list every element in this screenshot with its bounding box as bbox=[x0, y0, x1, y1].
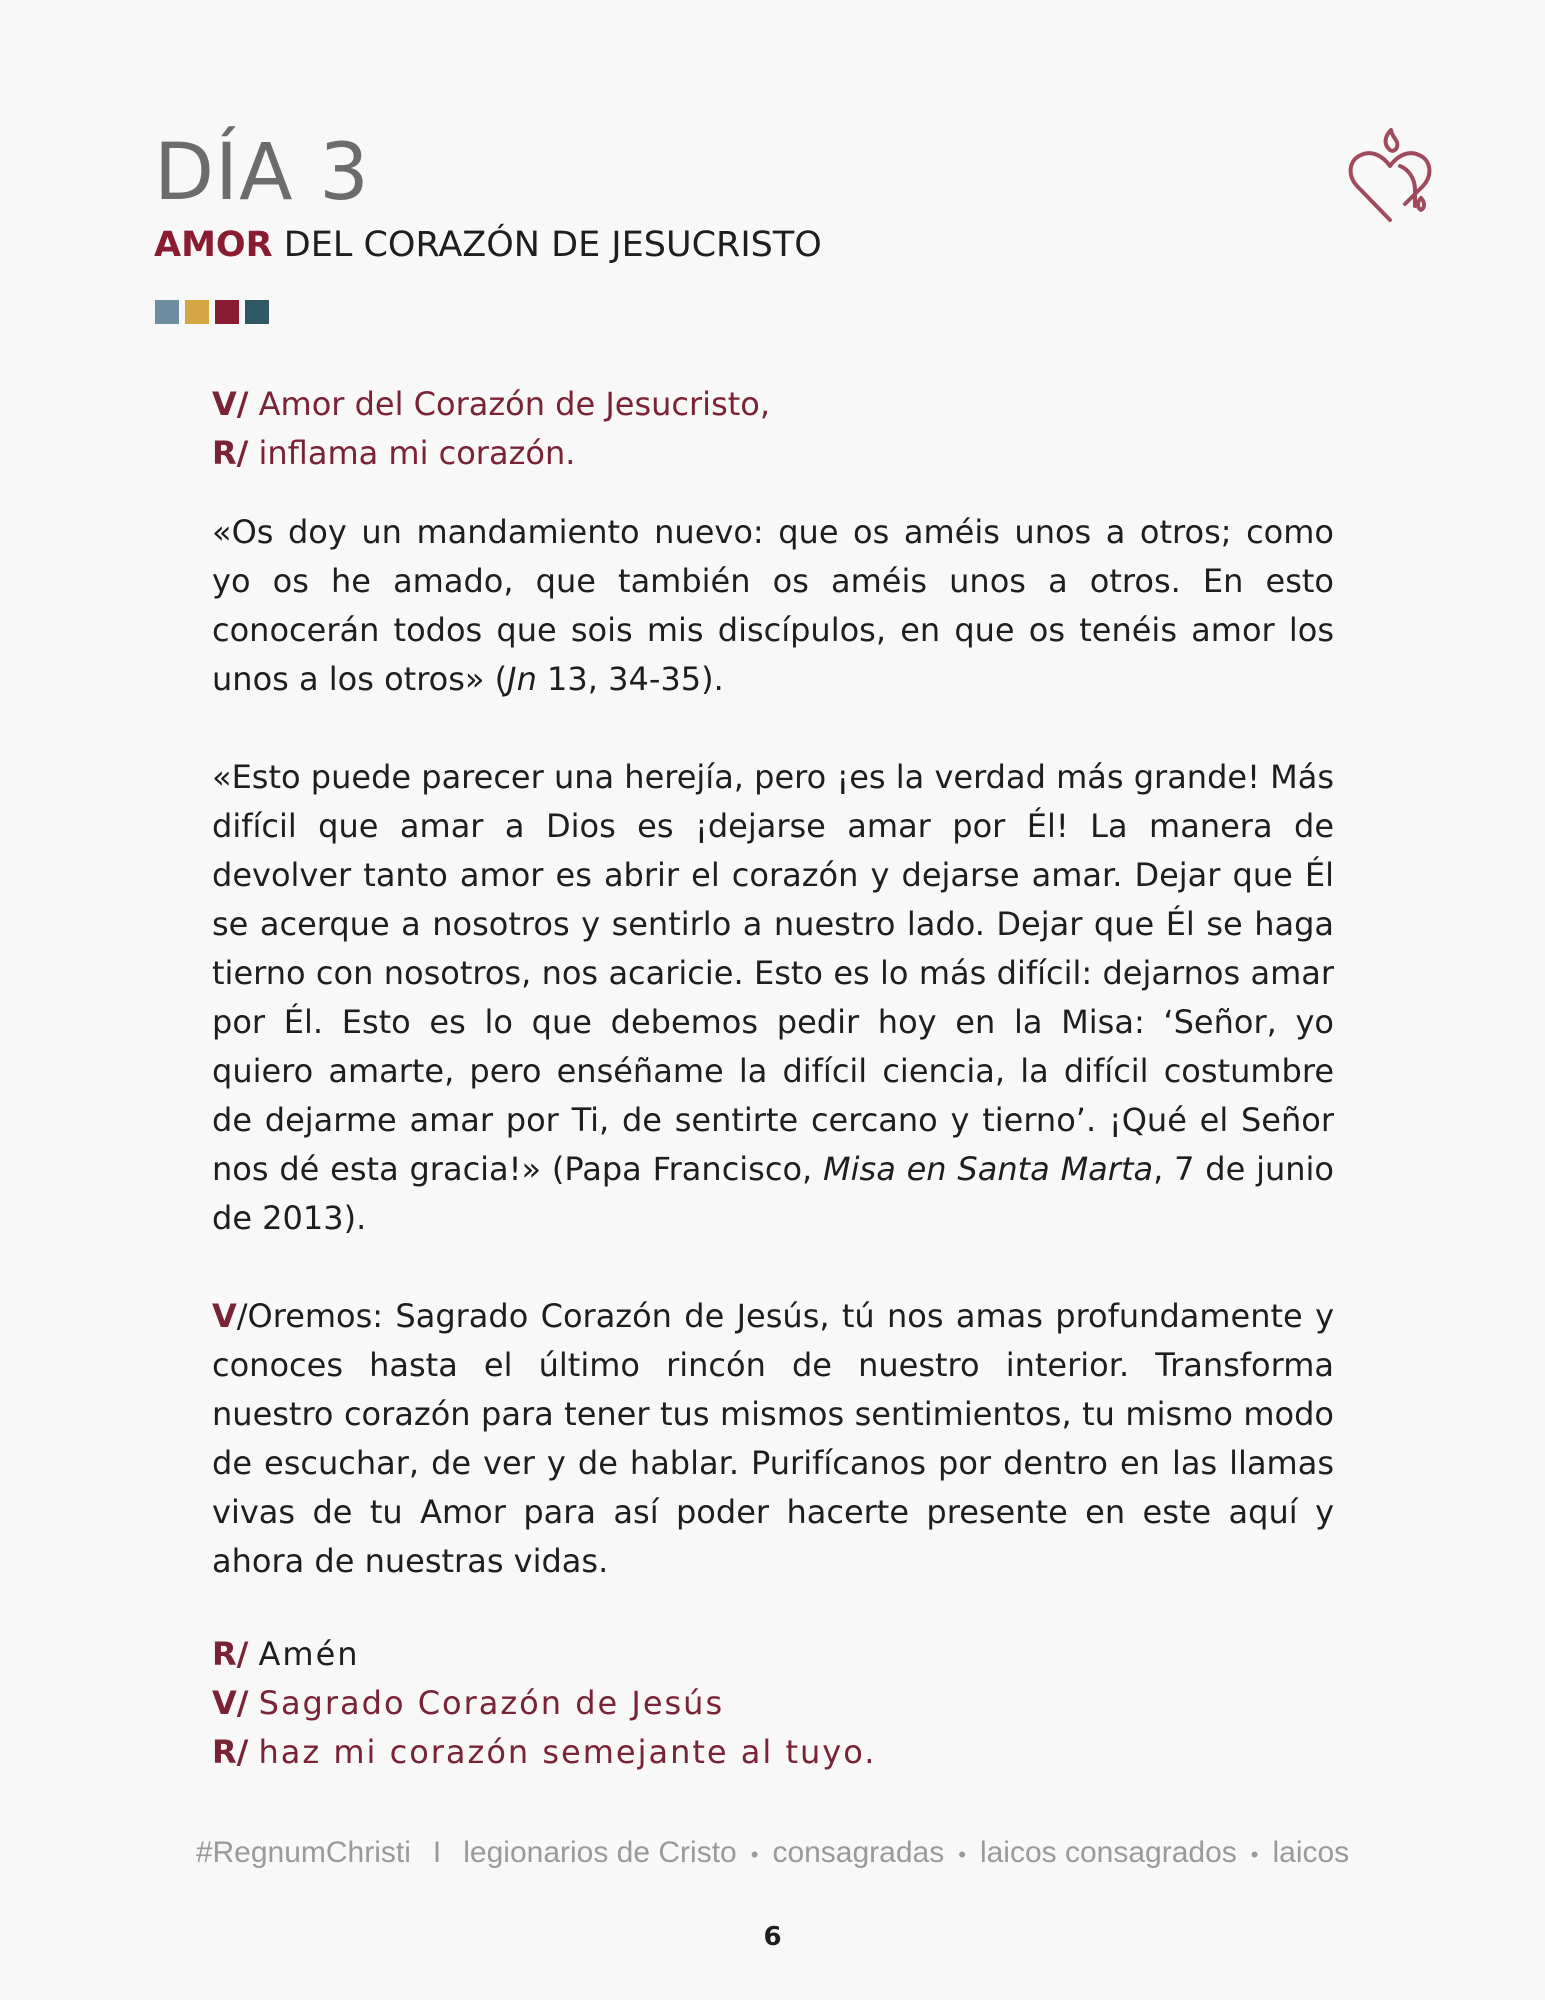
swatch-teal bbox=[245, 300, 269, 324]
main-content bbox=[212, 380, 1334, 1777]
closing-r1-mark: R/ bbox=[212, 1635, 249, 1673]
swatch-blue bbox=[155, 300, 179, 324]
footer-item-4: laicos bbox=[1272, 1836, 1350, 1869]
closing-r1-text: Amén bbox=[258, 1635, 360, 1673]
scripture-ref-rest: 13, 34-35). bbox=[536, 660, 724, 698]
versicle-text: Amor del Corazón de Jesucristo, bbox=[258, 385, 771, 423]
versicle-mark: V/ bbox=[212, 385, 249, 423]
subtitle-accent: AMOR bbox=[154, 225, 273, 265]
quote-text: «Esto puede parecer una herejía, pero ¡es la verdad más grande! Más difícil que amar a Dios es ¡dejarse amar por Él! La manera de devolver tanto amor es abrir el corazón y dejarse amar. Dejar que Él se acerque a nosotros y sentirlo a nuestro lado. Dejar que Él se haga tierno con nosotros, nos acaricie. Esto es lo más difícil: dejarnos amar por Él. Esto es lo que debemos pedir hoy en la Misa: ‘Señor, yo quiero amarte, pero enséñame la difícil ciencia, la difícil costumbre de dejarme amar por Ti, de sentirte cercano y tierno’. ¡Qué el Señor nos dé esta gracia!» (Papa Francisco, bbox=[212, 758, 1334, 1188]
quote-source-italic: Misa en Santa Marta bbox=[823, 1150, 1154, 1188]
prayer-text: /Oremos: Sagrado Corazón de Jesús, tú nos amas profundamente y conoces hasta el último rincón de nuestro interior. Transforma nuestro corazón para tener tus mismos sentimientos, tu mismo modo de escuchar, de ver y de hablar. Purifícanos por dentro en las llamas vivas de tu Amor para así poder hacerte presente en este aquí y ahora de nuestras vidas. bbox=[212, 1297, 1334, 1580]
footer-separator: I bbox=[432, 1836, 442, 1869]
subtitle-rest: DEL CORAZÓN DE JESUCRISTO bbox=[283, 225, 822, 265]
quote-source-rest: , 7 de junio de 2013). bbox=[212, 1150, 1335, 1237]
response-mark: R/ bbox=[212, 434, 249, 472]
sacred-heart-icon bbox=[1345, 128, 1435, 228]
swatch-red bbox=[215, 300, 239, 324]
page-number: 6 bbox=[763, 1922, 782, 1952]
closing-v-text: Sagrado Corazón de Jesús bbox=[258, 1684, 725, 1722]
prayer-mark: V bbox=[212, 1297, 237, 1335]
closing-r2-text: haz mi corazón semejante al tuyo. bbox=[258, 1733, 877, 1771]
closing-response bbox=[212, 1728, 1334, 1777]
closing-responses bbox=[212, 1630, 1334, 1777]
closing-r2-mark: R/ bbox=[212, 1733, 249, 1771]
bullet-icon: • bbox=[1250, 1842, 1259, 1867]
closing-v-mark: V/ bbox=[212, 1684, 249, 1722]
swatch-gold bbox=[185, 300, 209, 324]
day-title: DÍA 3 bbox=[154, 128, 370, 218]
scripture-text: «Os doy un mandamiento nuevo: que os améis unos a otros; como yo os he amado, que también os améis unos a otros. En esto conocerán todos que sois mis discípulos, en que os tenéis amor los unos a los otros» ( bbox=[212, 513, 1334, 698]
prayer-paragraph bbox=[212, 1292, 1334, 1586]
scripture-paragraph bbox=[212, 508, 1334, 704]
response-text: inflama mi corazón. bbox=[258, 434, 576, 472]
quote-paragraph bbox=[212, 753, 1334, 1243]
footer-hashtag: #RegnumChristi bbox=[195, 1836, 411, 1869]
footer-item-3: laicos consagrados bbox=[979, 1836, 1237, 1869]
intro-versicle bbox=[212, 380, 1334, 429]
closing-versicle bbox=[212, 1679, 1334, 1728]
bullet-icon: • bbox=[958, 1842, 966, 1867]
page-footer bbox=[0, 1836, 1545, 1870]
bullet-icon: • bbox=[750, 1842, 759, 1867]
section-subtitle bbox=[154, 223, 822, 267]
closing-amen bbox=[212, 1630, 1334, 1679]
intro-response bbox=[212, 429, 1334, 478]
scripture-ref-book: Jn bbox=[507, 660, 537, 698]
color-swatches bbox=[155, 300, 269, 324]
footer-item-1: legionarios de Cristo bbox=[463, 1836, 737, 1869]
footer-item-2: consagradas bbox=[772, 1836, 945, 1869]
